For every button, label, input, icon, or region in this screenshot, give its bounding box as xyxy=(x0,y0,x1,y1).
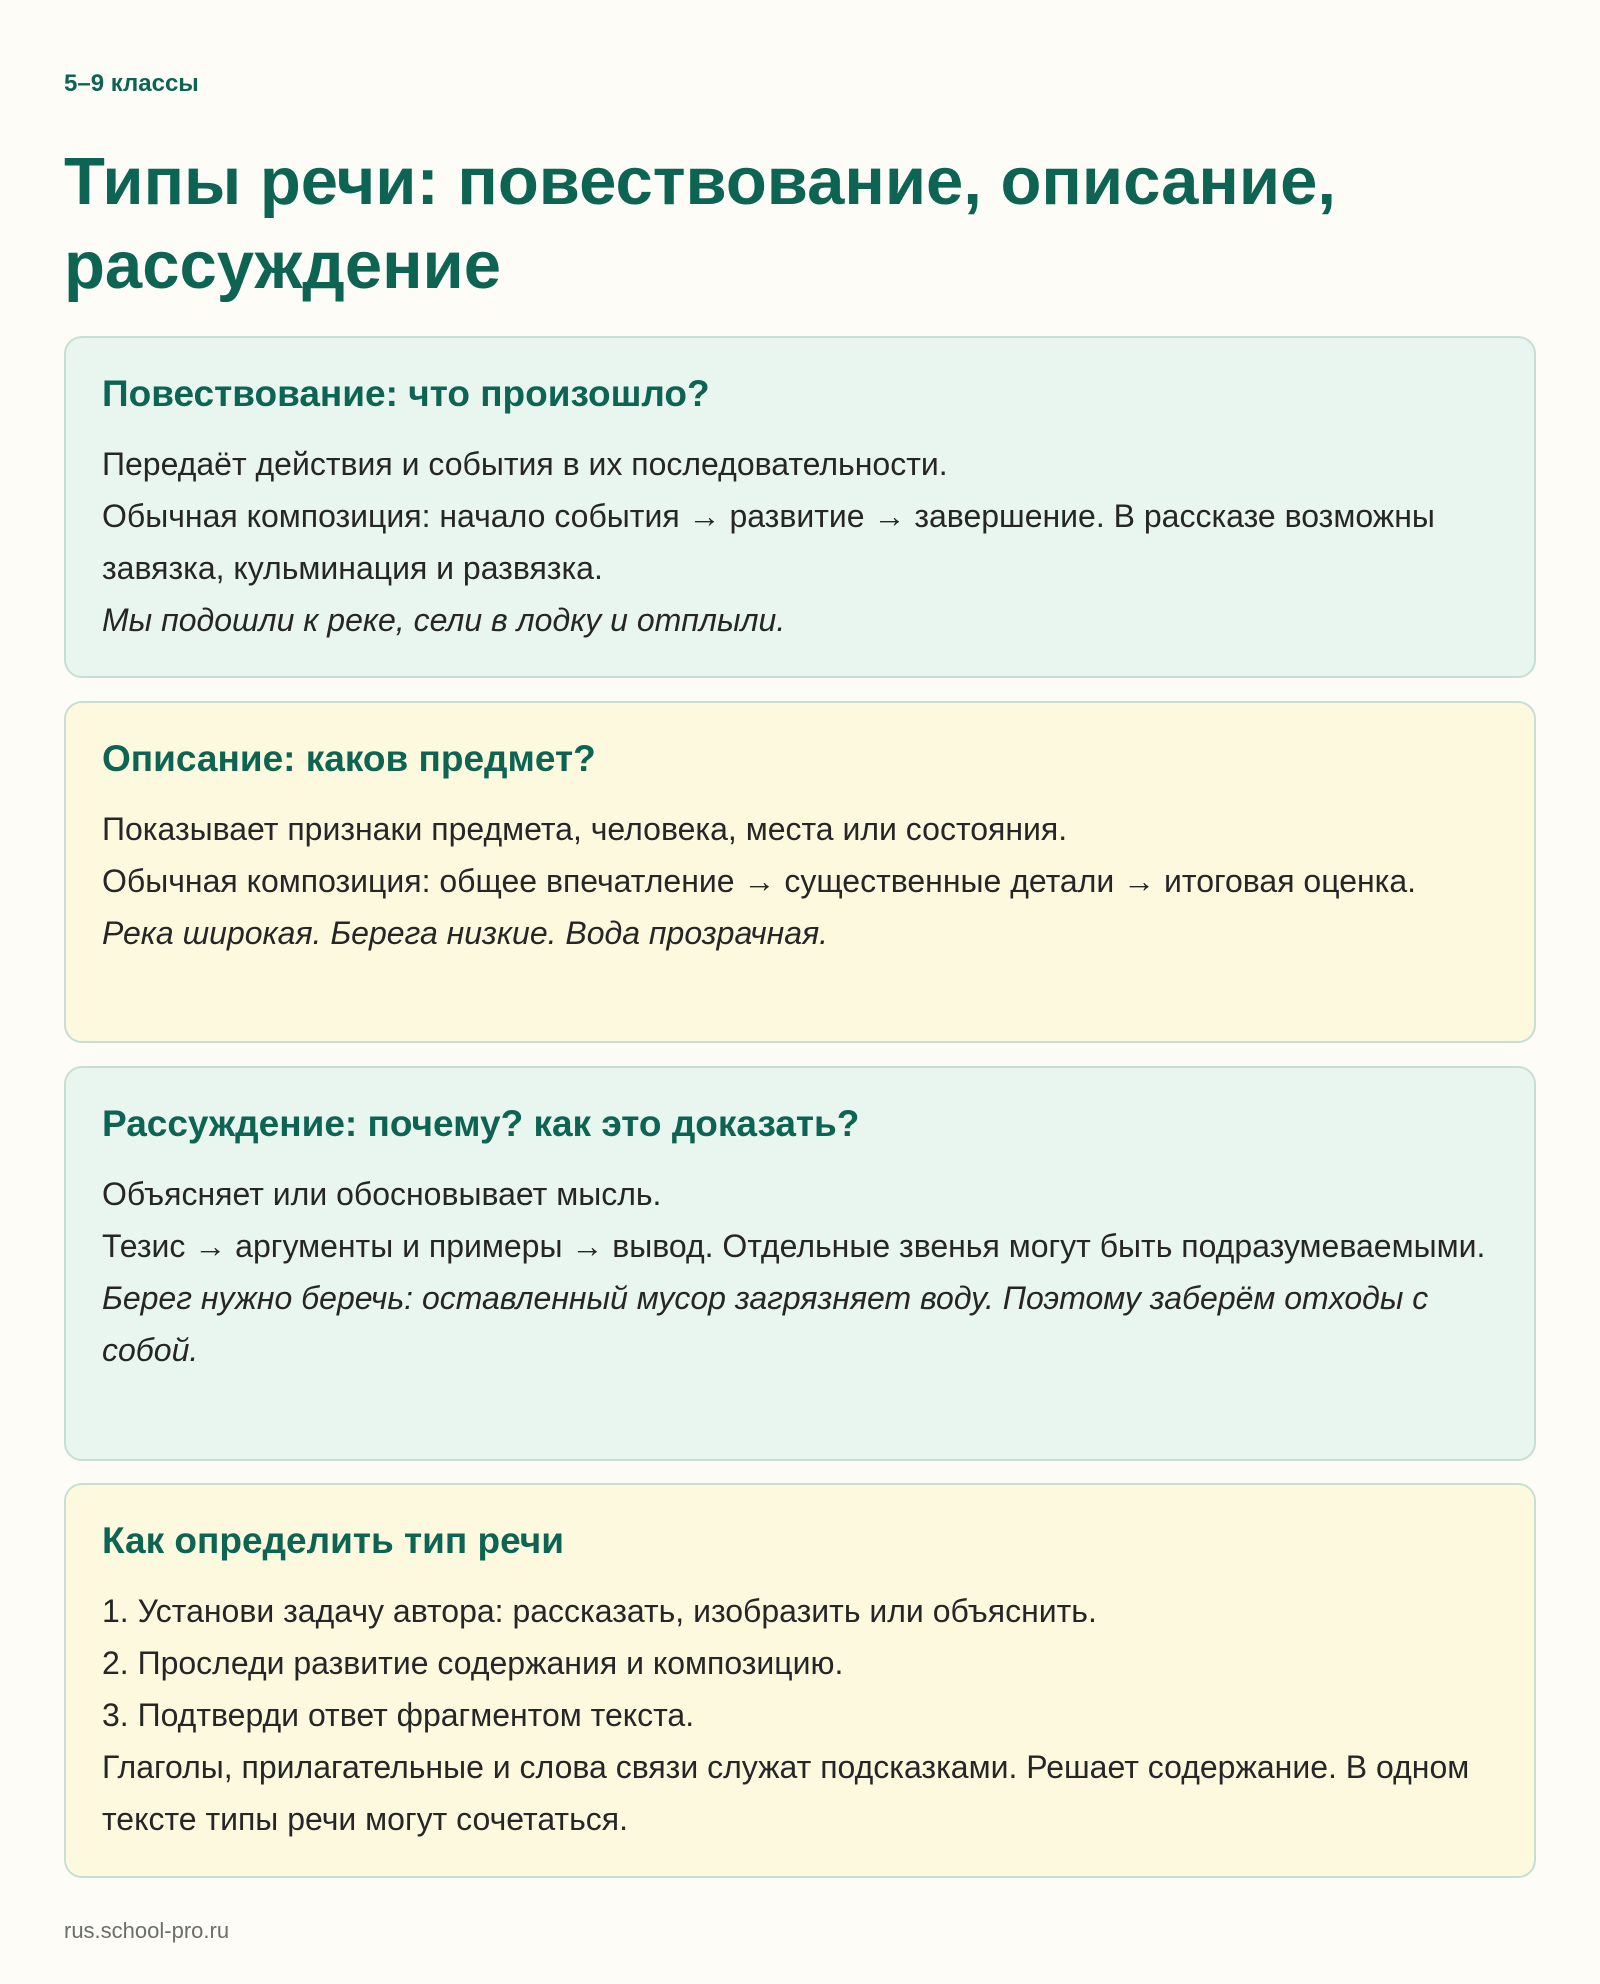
card-reasoning xyxy=(64,1066,1536,1461)
card-text: Показывает признаки предмета, человека, места или состояния. xyxy=(102,811,1068,847)
card-heading: Рассуждение: почему? как это доказать? xyxy=(102,1103,860,1144)
card-example: Берег нужно беречь: оставленный мусор загрязняет воду. Поэтому заберём отходы с собой. xyxy=(102,1280,1429,1368)
card-heading: Повествование: что произошло? xyxy=(102,373,710,414)
card-heading: Как определить тип речи xyxy=(102,1520,564,1561)
card-example: Мы подошли к реке, сели в лодку и отплыли. xyxy=(102,602,786,638)
card-example: Река широкая. Берега низкие. Вода прозрачная. xyxy=(102,915,829,951)
grade-label: 5–9 классы xyxy=(64,70,199,97)
card-text: Обычная композиция: начало события → развитие → завершение. В рассказе возможны завязка, кульминация и развязка. xyxy=(102,498,1435,586)
list-item: 1. Установи задачу автора: рассказать, изобразить или объяснить. xyxy=(102,1593,1097,1629)
card-narration xyxy=(64,336,1536,678)
card-text: Тезис → аргументы и примеры → вывод. Отдельные звенья могут быть подразумеваемыми. xyxy=(102,1228,1486,1264)
card-text: Объясняет или обосновывает мысль. xyxy=(102,1176,662,1212)
footer-site: rus.school-pro.ru xyxy=(64,1918,230,1943)
card-text: Передаёт действия и события в их последовательности. xyxy=(102,446,948,482)
page-title: Типы речи: повествование, описание, рассуждение xyxy=(64,144,1336,303)
card-text: Глаголы, прилагательные и слова связи служат подсказками. Решает содержание. В одном тексте типы речи могут сочетаться. xyxy=(102,1749,1470,1837)
card-description xyxy=(64,701,1536,1043)
list-item: 3. Подтверди ответ фрагментом текста. xyxy=(102,1697,695,1733)
card-how-to-identify xyxy=(64,1483,1536,1878)
card-text: Обычная композиция: общее впечатление → существенные детали → итоговая оценка. xyxy=(102,863,1417,899)
list-item: 2. Проследи развитие содержания и композицию. xyxy=(102,1645,844,1681)
card-heading: Описание: каков предмет? xyxy=(102,738,596,779)
